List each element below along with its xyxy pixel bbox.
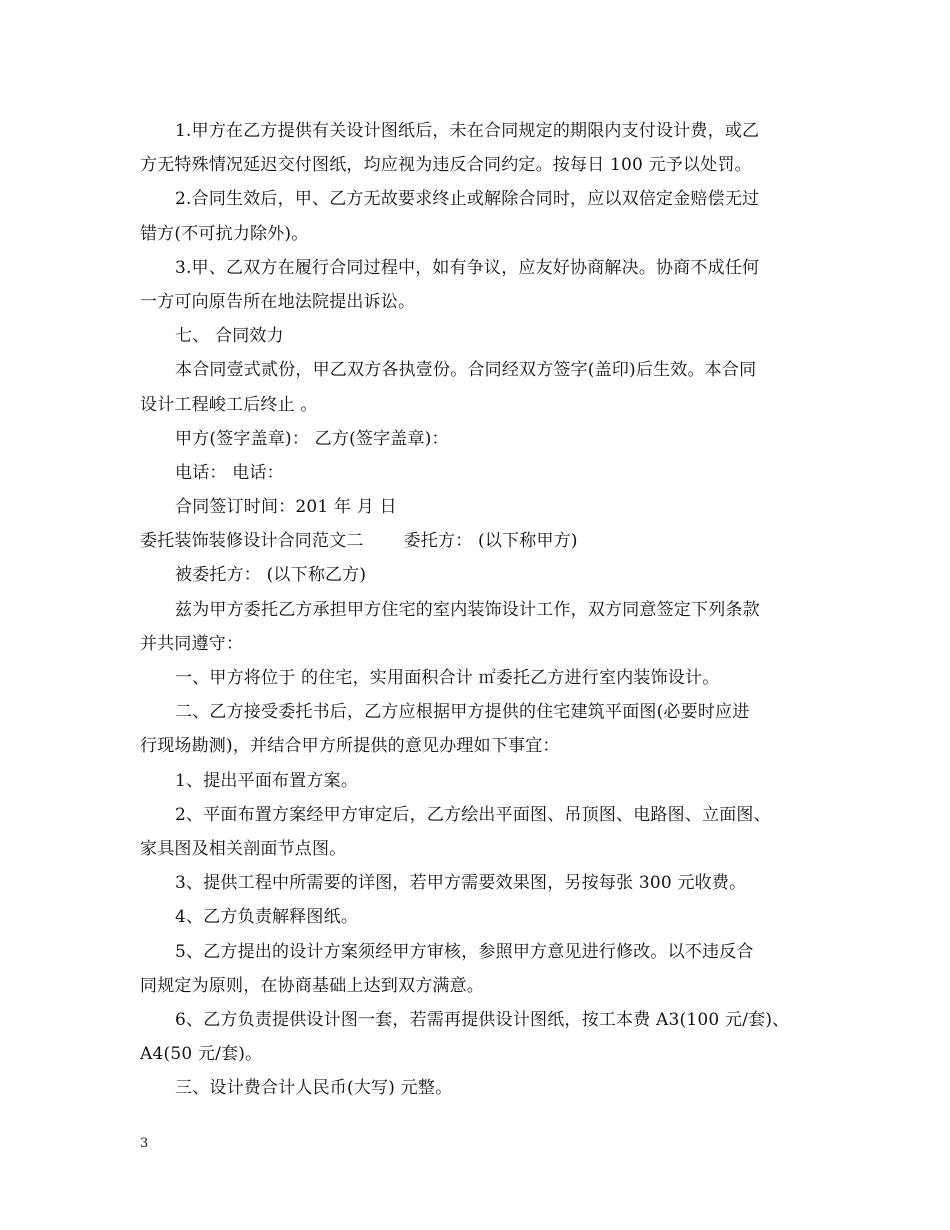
clause-line-effect: 本合同壹式贰份，甲乙双方各执壹份。合同经双方签字(盖印)后生效。本合同 (175, 360, 757, 381)
article-two-line-continued: 行现场勘测)，并结合甲方所提供的意见办理如下事宜： (140, 736, 560, 757)
task-line-2-continued: 家具图及相关剖面节点图。 (140, 838, 347, 859)
task-line-5-continued: 同规定为原则，在协商基础上达到双方满意。 (140, 975, 484, 996)
second-contract-title-line: 委托装饰装修设计合同范文二 委托方： (以下称甲方) (140, 531, 578, 552)
clause-line-effect-continued: 设计工程峻工后终止 。 (140, 394, 318, 415)
clause-line-dispute-continued: 一方可向原告所在地法院提出诉讼。 (140, 291, 416, 312)
article-two-line: 二、乙方接受委托书后，乙方应根据甲方提供的住宅建筑平面图(必要时应进 (175, 702, 750, 723)
clause-line-penalty-1: 1.甲方在乙方提供有关设计图纸后，未在合同规定的期限内支付设计费，或乙 (175, 121, 760, 141)
task-line-6: 6、乙方负责提供设计图一套，若需再提供设计图纸，按工本费 A3(100 元/套)、 (175, 1009, 790, 1030)
clause-line-penalty-2: 2.合同生效后，甲、乙方无故要求终止或解除合同时，应以双倍定金赔偿无过 (175, 189, 760, 210)
contract-text (140, 114, 812, 1105)
preamble-line: 兹为甲方委托乙方承担甲方住宅的室内装饰设计工作，双方同意签定下列条款 (175, 599, 760, 620)
task-line-5: 5、乙方提出的设计方案须经甲方审核，参照甲方意见进行修改。以不违反合 (175, 941, 754, 962)
signature-line: 甲方(签字盖章)： 乙方(签字盖章)： (175, 428, 449, 449)
clause-line-dispute: 3.甲、乙双方在履行合同过程中，如有争议，应友好协商解决。协商不成任何 (175, 257, 760, 278)
article-three-line: 三、设计费合计人民币(大写) 元整。 (175, 1078, 453, 1099)
task-line-1: 1、提出平面布置方案。 (175, 770, 359, 791)
clause-line-penalty-2-continued: 错方(不可抗力除外)。 (140, 223, 309, 244)
task-line-2: 2、平面布置方案经甲方审定后，乙方绘出平面图、吊顶图、电路图、立面图、 (175, 804, 771, 825)
task-line-6-continued: A4(50 元/套)。 (140, 1044, 263, 1065)
clause-line-penalty-1-continued: 方无特殊情况延迟交付图纸，均应视为违反合同约定。按每日 100 元予以处罚。 (140, 155, 752, 176)
trustee-line: 被委托方： (以下称乙方) (175, 565, 367, 586)
task-line-4: 4、乙方负责解释图纸。 (175, 907, 359, 928)
article-one-line: 一、甲方将位于 的住宅，实用面积合计 ㎡委托乙方进行室内装饰设计。 (175, 668, 720, 688)
task-line-3: 3、提供工程中所需要的详图，若甲方需要效果图，另按每张 300 元收费。 (175, 873, 747, 894)
page-number: 3 (140, 1136, 149, 1151)
preamble-line-continued: 并共同遵守： (140, 633, 244, 654)
signing-date-line: 合同签订时间：201 年 月 日 (175, 497, 397, 518)
section-heading-effect: 七、 合同效力 (175, 326, 284, 347)
phone-line: 电话： 电话： (175, 462, 284, 483)
